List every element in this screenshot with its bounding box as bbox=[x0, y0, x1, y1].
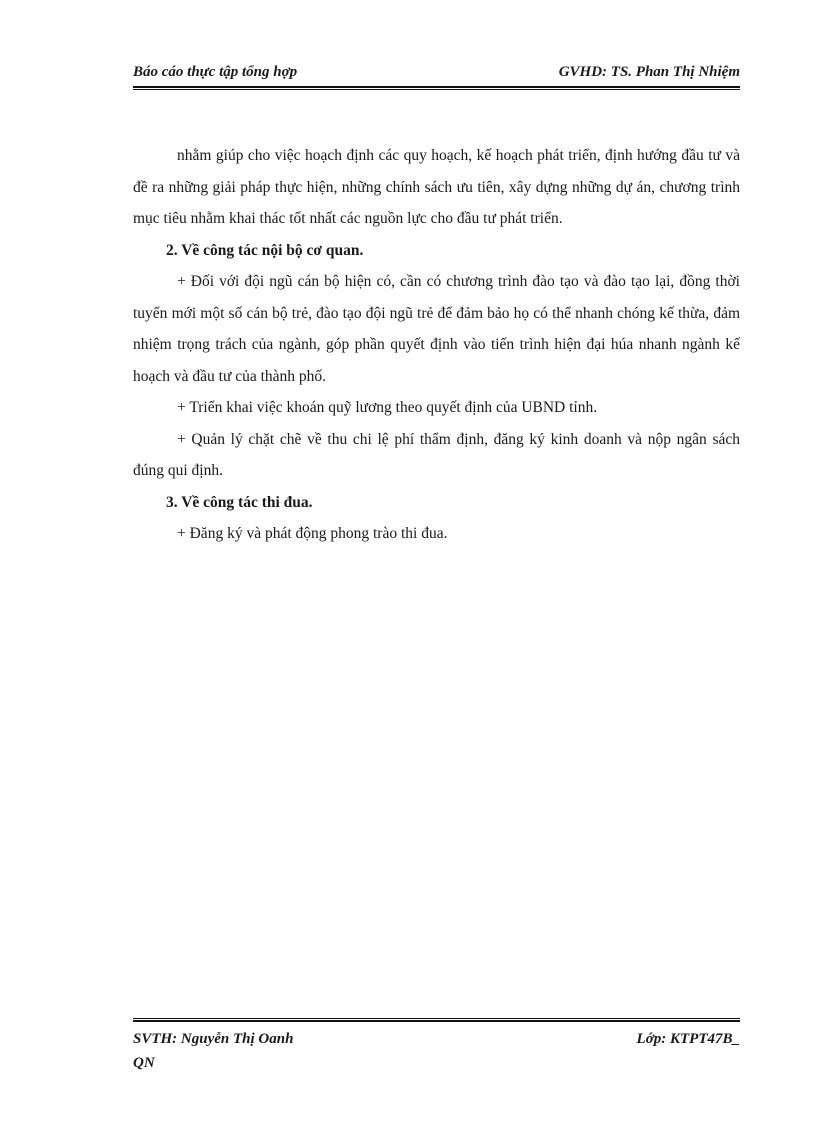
section-heading-emulation: 3. Về công tác thi đua. bbox=[166, 493, 313, 511]
footer-class: Lớp: KTPT47B_ bbox=[636, 1031, 740, 1047]
paragraph-planning: nhằm giúp cho việc hoạch định các quy hoạch, kế hoạch phát triển, định hướng đầu tư và đề ra những giải pháp thực hiện, những chính sách ưu tiên, xây dựng những dự án, chương trình mục tiêu nhằm khai thác tốt nhất các nguồn lực cho đầu tư phát triển. bbox=[133, 147, 740, 227]
header-report-title: Báo cáo thực tập tổng hợp bbox=[133, 64, 298, 80]
footer-divider-thin bbox=[133, 1018, 740, 1019]
paragraph-fee-management: + Quản lý chặt chẽ về thu chi lệ phí thẩm định, đăng ký kinh doanh và nộp ngân sách đúng qui định. bbox=[133, 430, 740, 479]
page-header bbox=[133, 64, 740, 84]
header-divider bbox=[133, 86, 740, 88]
paragraph-staff-training: + Đối với đội ngũ cán bộ hiện có, cần có chương trình đào tạo và đào tạo lại, đồng thời tuyển mới một số cán bộ trẻ, đào tạo đội ngũ trẻ để đảm bảo họ có thể nhanh chóng kế thừa, đảm nhiệm trọng trách của ngành, góp phần quyết định vào tiến trình hiện đại húa nhanh ngành kế hoạch và đầu tư của thành phố. bbox=[133, 273, 740, 385]
footer-divider bbox=[133, 1020, 740, 1022]
paragraph-salary-fund: + Triển khai việc khoán quỹ lương theo quyết định của UBND tỉnh. bbox=[177, 399, 598, 416]
paragraph-emulation-movement: + Đăng ký và phát động phong trào thi đua. bbox=[177, 525, 448, 542]
header-divider-thin bbox=[133, 89, 740, 90]
footer-class-suffix: QN bbox=[133, 1055, 155, 1071]
document-body bbox=[133, 140, 740, 550]
header-supervisor: GVHD: TS. Phan Thị Nhiệm bbox=[558, 64, 740, 80]
section-heading-internal: 2. Về công tác nội bộ cơ quan. bbox=[166, 241, 364, 259]
footer-student: SVTH: Nguyễn Thị Oanh bbox=[133, 1031, 294, 1047]
